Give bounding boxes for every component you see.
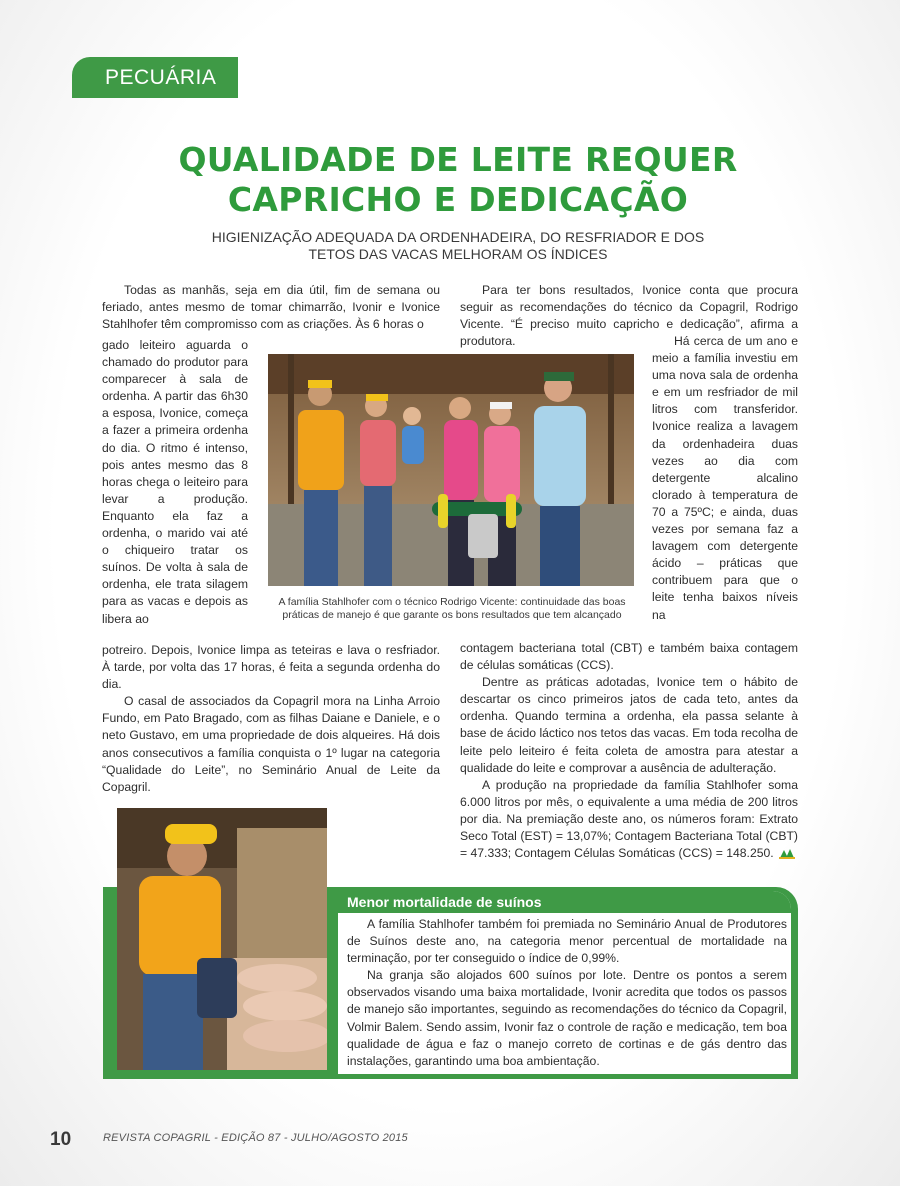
sidebar-box-body bbox=[347, 916, 787, 1070]
headline-line-1: QUALIDADE DE LEITE REQUER bbox=[178, 140, 738, 179]
article-headline bbox=[100, 140, 816, 220]
right-paragraph-2-text: Há cerca de um ano e meio a família investiu em uma nova sala de ordenha e em um resfriador de mil litros com transferidor. Ivonice realiza a lavagem da ordenhadeira duas vezes ao dia com detergente alcalino clorado à temperatura de 70 a 75ºC; e ainda, duas vezes por semana faz a lavagem com detergente ácido – práticas que contribuem para que o leite tenha baixos níveis na bbox=[652, 334, 798, 622]
subheadline-line-1: HIGIENIZAÇÃO ADEQUADA DA ORDENHADEIRA, DO RESFRIADOR E DOS bbox=[211, 229, 705, 245]
headline-line-2: CAPRICHO E DEDICAÇÃO bbox=[227, 180, 689, 219]
sidebar-box-title: Menor mortalidade de suínos bbox=[338, 891, 791, 913]
right-paragraph-4 bbox=[460, 777, 798, 862]
left-column-bottom bbox=[102, 642, 440, 796]
left-paragraph-1-bottom: potreiro. Depois, Ivonice limpa as teteiras e lava o resfriador. À tarde, por volta das 17 horas, é feita a segunda ordenha do dia. bbox=[102, 643, 440, 692]
right-column-bottom bbox=[460, 640, 798, 862]
copagril-end-mark-icon bbox=[779, 847, 795, 859]
left-paragraph-1-top: Todas as manhãs, seja em dia útil, fim de semana ou feriado, antes mesmo de tomar chimarrão, Ivonir e Ivonice Stahlhofer têm compromisso com as criações. Às 6 horas o bbox=[102, 283, 440, 332]
right-paragraph-3: Dentre as práticas adotadas, Ivonice tem o hábito de descartar os cinco primeiros jatos de cada teto, antes da ordenha. Quando termina a ordenha, ela passa selante à base de ácido láctico nos tetos das vacas. Em toda recolha de leite pelo leiteiro é feita coleta de amostra para atestar a qualidade do leite e comprovar a ausência de adulteração. bbox=[460, 675, 798, 775]
photo-caption-line-1: A família Stahlhofer com o técnico Rodrigo Vicente: continuidade das boas bbox=[278, 596, 626, 608]
section-tab: PECUÁRIA bbox=[72, 57, 238, 98]
left-paragraph-1-wrap: gado leiteiro aguarda o chamado do produtor para comparecer à sala de ordenha. A partir das 6h30 a esposa, Ivonice, começa a fazer a primeira ordenha do dia. O ritmo é intenso, pois antes mesmo das 8 horas chega o leiteiro para levar a produção. Enquanto ela faz a ordenha, o marido vai até o chiqueiro tratar os suínos. De volta à sala de ordenha, ele trata silagem para as vacas e depois as libera ao bbox=[102, 338, 248, 626]
family-photo-illustration bbox=[268, 354, 634, 586]
left-column-top bbox=[102, 282, 440, 333]
pig-farm-photo bbox=[117, 808, 327, 1070]
sidebar-paragraph-2: Na granja são alojados 600 suínos por lote. Dentre os pontos a serem observados visando uma baixa mortalidade, Ivonir acredita que todos os passos de manejo são importantes, seguindo as recomendações do técnico da Copagril, Volmir Balem. Sendo assim, Ivonir faz o controle de ração e medicação, tem boa qualidade de água e faz o manejo correto de cortinas e de gás dentro das instalações, garantindo uma boa ambientação. bbox=[347, 968, 787, 1068]
right-paragraph-2-bottom: contagem bacteriana total (CBT) e também baixa contagem de células somáticas (CCS). bbox=[460, 641, 798, 673]
page-number: 10 bbox=[50, 1129, 72, 1150]
right-paragraph-2-wrap bbox=[652, 333, 798, 624]
pig-farm-illustration bbox=[117, 808, 327, 1070]
photo-caption bbox=[262, 596, 642, 622]
right-paragraph-4-text: A produção na propriedade da família Stahlhofer soma 6.000 litros por mês, o equivalente a uma média de 200 litros por dia. Na premiação deste ano, os números foram: Extrato Seco Total (EST) = 13,07%; Contagem Bacteriana Total (CBT) = 47.333; Contagem Células Somáticas (CCS) = 148.250. bbox=[460, 777, 798, 861]
left-paragraph-2: O casal de associados da Copagril mora na Linha Arroio Fundo, em Pato Bragado, com as filhas Daiane e Daniele, e o neto Gustavo, em uma propriedade de dois alqueires. Há dois anos consecutivos a família conquista o 1º lugar na categoria “Qualidade do Leite”, no Seminário Anual de Leite da Copagril. bbox=[102, 694, 440, 794]
subheadline-line-2: TETOS DAS VACAS MELHORAM OS ÍNDICES bbox=[308, 246, 608, 262]
publication-footer: REVISTA COPAGRIL - EDIÇÃO 87 - JULHO/AGOSTO 2015 bbox=[103, 1132, 408, 1144]
sidebar-paragraph-1: A família Stahlhofer também foi premiada no Seminário Anual de Produtores de Suínos deste ano, na categoria menor percentual de mortalidade na terminação, por ter conseguido o índice de 0,99%. bbox=[347, 917, 787, 966]
family-photo bbox=[268, 354, 634, 586]
right-paragraph-1: Para ter bons resultados, Ivonice conta que procura seguir as recomendações do técnico da Copagril, Rodrigo Vicente. “É preciso muito capricho e dedicação”, afirma a produtora. bbox=[460, 283, 798, 349]
article-subheadline bbox=[200, 229, 716, 263]
photo-caption-line-2: práticas de manejo é que garante os bons resultados que tem alcançado bbox=[282, 609, 622, 621]
